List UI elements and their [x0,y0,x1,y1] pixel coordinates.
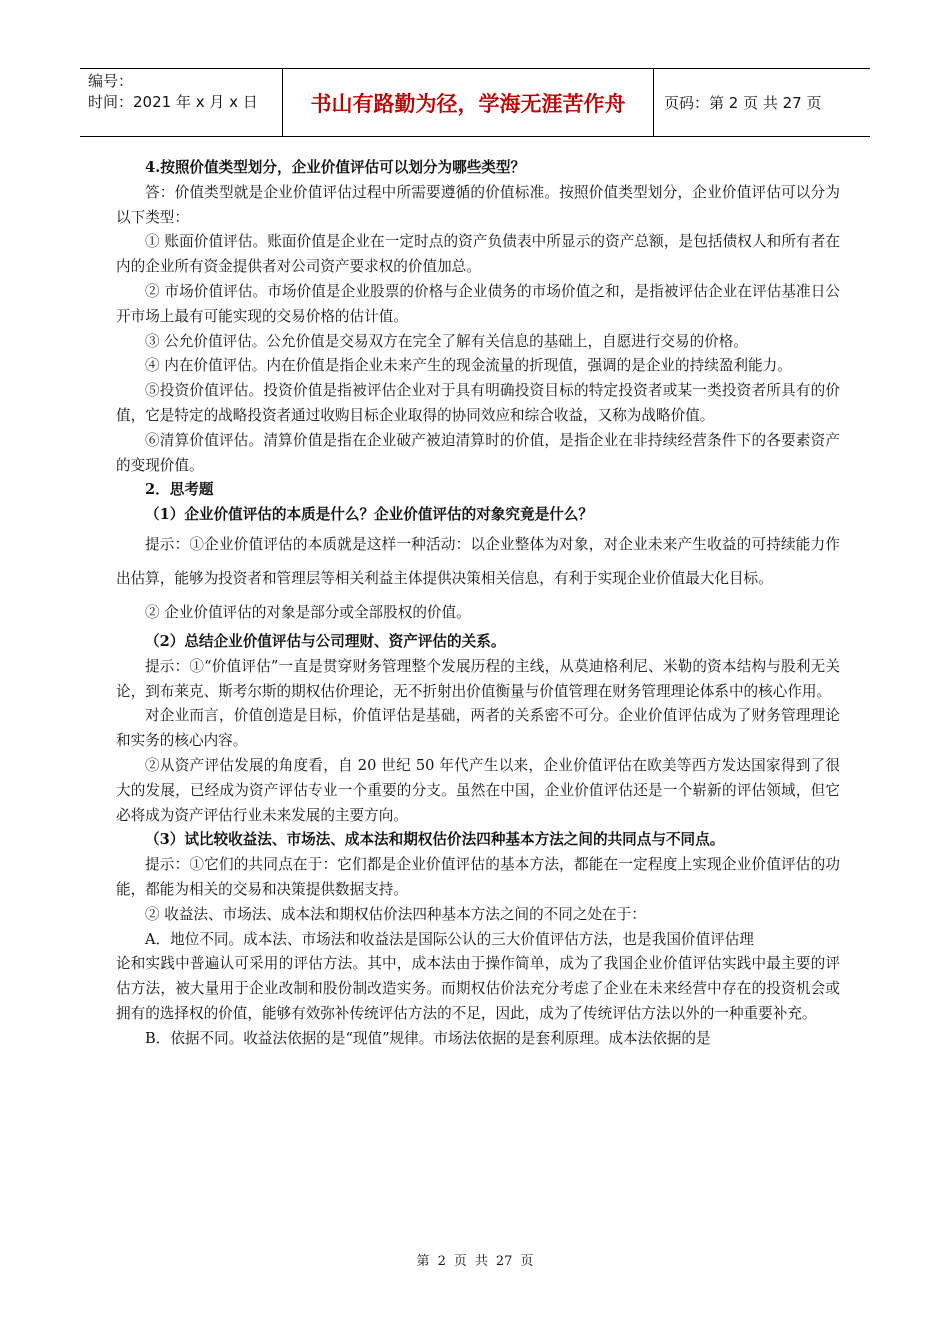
thinking-q3-hint: 提示：①它们的共同点在于：它们都是企业价值评估的基本方法，都能在一定程度上实现企业价值评估的功能，都能为相关的交易和决策提供数据支持。 [116,856,840,898]
footer-total-pages: 27 [495,1254,513,1269]
header-meta [80,69,283,136]
difference-a-first-line: A．地位不同。成本法、市场法和收益法是国际公认的三大价值评估方法，也是我国价值评估理 [145,930,754,948]
footer-page-label: 页 [453,1254,467,1269]
difference-b-first-line: B．依据不同。收益法依据的是“现值”规律。市场法依据的是套利原理。成本法依据的是 [145,1029,711,1047]
page-header [80,68,870,137]
header-page-info: 页码：第 2 页 共 27 页 [664,94,822,112]
thinking-q2-hint-3: ②从资产评估发展的角度看，自 20 世纪 50 年代产生以来，企业价值评估在欧美等西方发达国家得到了很大的发展，已经成为资产评估专业一个重要的分支。虽然在中国，企业价值评估还是一个崭新的评估领域，但它必将成为资产评估行业未来发展的主要方向。 [116,756,840,824]
type-intrinsic-value: ④ 内在价值评估。内在价值是指企业未来产生的现金流量的折现值，强调的是企业的持续盈利能力。 [145,357,792,375]
thinking-q3-hint-2: ② 收益法、市场法、成本法和期权估价法四种基本方法之间的不同之处在于： [145,905,646,923]
thinking-q2-title: （2）总结企业价值评估与公司理财、资产评估的关系。 [145,632,506,650]
thinking-q2-hint-2: 对企业而言，价值创造是目标，价值评估是基础，两者的关系密不可分。企业价值评估成为了财务管理理论和实务的核心内容。 [116,707,840,750]
footer-prefix: 第 [416,1254,430,1269]
footer-total-label: 共 [474,1254,488,1269]
page-footer [0,1250,950,1269]
question-4-title: 4.按照价值类型划分，企业价值评估可以划分为哪些类型？ [145,159,526,176]
thinking-q1-hint-2: ② 企业价值评估的对象是部分或全部股权的价值。 [145,603,471,621]
number-label: 编号： [88,72,134,90]
type-market-value: ② 市场价值评估。市场价值是企业股票的价格与企业债务的市场价值之和，是指被评估企业在评估基准日公开市场上最有可能实现的交易价格的估计值。 [116,282,840,325]
header-motto: 书山有路勤为径，学海无涯苦作舟 [283,69,654,136]
type-book-value: ① 账面价值评估。账面价值是企业在一定时点的资产负债表中所显示的资产总额，是包括债权人和所有者在内的企业所有资金提供者对公司资产要求权的价值加总。 [116,233,840,276]
type-fair-value: ③ 公允价值评估。公允价值是交易双方在完全了解有关信息的基础上，自愿进行交易的价格。 [145,332,748,350]
thinking-q1-title: （1）企业价值评估的本质是什么？企业价值评估的对象究竟是什么？ [145,506,593,524]
question-4-answer: 答：价值类型就是企业价值评估过程中所需要遵循的价值标准。按照价值类型划分，企业价值评估可以分为以下类型： [116,183,840,226]
footer-page-number: 2 [437,1254,446,1269]
difference-a-rest: 论和实践中普遍认可采用的评估方法。其中，成本法由于操作简单，成为了我国企业价值评估实践中最主要的评估方法，被大量用于企业改制和股份制改造实务。而期权估价法充分考虑了企业在未来经营中存在的投资机会或拥有的选择权的价值，能够有效弥补传统评估方法的不足，因此，成为了传统评估方法以外的一种重要补充。 [116,955,840,1022]
thinking-q1-hint: 提示：①企业价值评估的本质就是这样一种活动：以企业整体为对象，对企业未来产生收益的可持续能力作出估算，能够为投资者和管理层等相关利益主体提供决策相关信息，有利于实现企业价值最大化目标。 [116,535,840,587]
document-body [116,156,840,1052]
type-investment-value: ⑤投资价值评估。投资价值是指被评估企业对于具有明确投资目标的特定投资者或某一类投资者所具有的价值，它是特定的战略投资者通过收购目标企业取得的协同效应和综合收益，又称为战略价值。 [116,382,840,424]
thinking-q3-title: （3）试比较收益法、市场法、成本法和期权估价法四种基本方法之间的共同点与不同点。 [145,831,725,849]
thinking-q2-hint: 提示：①“价值评估”一直是贯穿财务管理整个发展历程的主线，从莫迪格利尼、米勒的资本结构与股利无关论，到布莱克、斯考尔斯的期权估价理论，无不折射出价值衡量与价值管理在财务管理理论体系中的核心作用。 [116,657,840,700]
footer-suffix: 页 [520,1254,534,1269]
type-liquidation-value: ⑥清算价值评估。清算价值是指在企业破产被迫清算时的价值，是指企业在非持续经营条件下的各要素资产的变现价值。 [116,431,840,474]
section-2-title: 2．思考题 [145,481,214,499]
date-label: 时间：2021 年 x 月 x 日 [88,93,258,111]
